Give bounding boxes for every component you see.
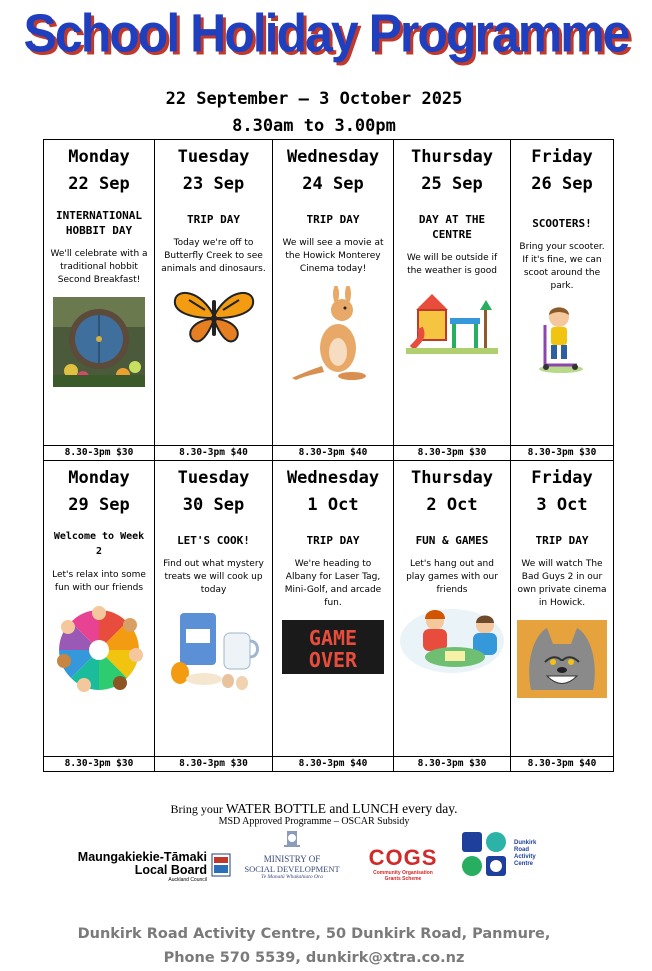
cogs-line-2: Community Organisation [373, 870, 433, 876]
day-date: 29 Sep [68, 495, 130, 515]
activity-description: We will see a movie at the Howick Monterey Cinema today! [282, 238, 384, 274]
drac-line-2: Road [514, 847, 529, 853]
day-date: 25 Sep [421, 174, 483, 194]
msd-line-3: Te Manatū Whakahiato Ora [261, 874, 323, 880]
price: 8.30-3pm $40 [273, 757, 394, 772]
drac-line-3: Activity [514, 854, 536, 860]
day-date: 22 Sep [68, 174, 130, 194]
bad-guys-wolf-image [517, 620, 607, 698]
day-name: Tuesday [177, 147, 250, 167]
date-range: 22 September – 3 October 2025 [165, 89, 463, 109]
day-cell [44, 140, 155, 446]
price: 8.30-3pm $30 [44, 446, 155, 461]
game-over-image [282, 620, 384, 674]
local-board-name: Maungakiekie-Tāmaki [77, 850, 207, 864]
cogs-name: COGS [368, 845, 438, 870]
drac-line-4: Centre [514, 861, 534, 867]
local-board-council: Auckland Council [168, 877, 207, 883]
programme-table [43, 139, 614, 772]
day-name: Friday [531, 468, 593, 488]
activity-description: We will be outside if the weather is good [406, 253, 498, 276]
activity-description: We're heading to Albany for Laser Tag, Mini-Golf, and arcade fun. [284, 559, 382, 608]
local-board-crest-icon [211, 853, 231, 877]
activity-heading: Welcome to Week 2 [53, 531, 145, 557]
activity-heading: FUN & GAMES [415, 534, 489, 547]
board-game-image [399, 607, 505, 675]
day-cell [44, 461, 155, 757]
drac-mark-icon [460, 830, 510, 880]
activity-description: Bring your scooter. If it's fine, we can scoot around the park. [519, 242, 605, 291]
activity-heading: LET'S COOK! [177, 534, 250, 547]
day-date: 1 Oct [307, 495, 359, 515]
svg-text:GAME: GAME [308, 626, 358, 650]
activity-heading: TRIP DAY [306, 213, 360, 226]
day-date: 24 Sep [302, 174, 364, 194]
contact-address [0, 922, 628, 970]
local-board-logo [75, 851, 233, 887]
price: 8.30-3pm $40 [511, 757, 614, 772]
hobbit-door-image [53, 297, 145, 387]
msd-line-1: MINISTRY OF [263, 854, 321, 864]
price: 8.30-3pm $30 [155, 757, 273, 772]
price: 8.30-3pm $30 [44, 757, 155, 772]
scooter-kid-image [537, 303, 587, 373]
msd-line-2: SOCIAL DEVELOPMENT [244, 864, 340, 874]
drac-line-1: Dunkirk [514, 840, 537, 846]
day-name: Wednesday [286, 147, 380, 167]
day-cell [273, 140, 394, 446]
activity-heading: SCOOTERS! [532, 217, 592, 230]
day-name: Wednesday [286, 468, 380, 488]
price: 8.30-3pm $30 [394, 757, 511, 772]
activity-description: Find out what mystery treats we will cook up today [163, 559, 264, 595]
price: 8.30-3pm $40 [155, 446, 273, 461]
week-2-price-row [44, 757, 614, 772]
day-cell [394, 461, 511, 757]
activity-description: Let's relax into some fun with our friends [52, 570, 146, 593]
price: 8.30-3pm $30 [511, 446, 614, 461]
day-date: 3 Oct [536, 495, 588, 515]
day-name: Tuesday [177, 468, 250, 488]
day-cell [394, 140, 511, 446]
playground-image [406, 288, 498, 354]
day-date: 23 Sep [182, 174, 245, 194]
butterfly-image [171, 286, 257, 346]
nz-coat-of-arms-icon [282, 829, 302, 849]
activity-heading: INTERNATIONAL HOBBIT DAY [55, 209, 143, 237]
bring-notice [0, 801, 628, 817]
week-2-row [44, 461, 614, 757]
bring-notice-items: WATER BOTTLE and LUNCH every day. [225, 801, 458, 816]
activity-heading: TRIP DAY [187, 213, 240, 226]
date-block [0, 86, 628, 140]
address-line-2: Phone 570 5539, dunkirk@xtra.co.nz [163, 950, 465, 966]
week-1-price-row [44, 446, 614, 461]
cogs-line-3: Grants Scheme [384, 876, 422, 882]
activity-description: Let's hang out and play games with our friends [406, 559, 498, 595]
msd-notice: MSD Approved Programme – OSCAR Subsidy [218, 816, 410, 827]
day-name: Friday [531, 147, 593, 167]
day-cell [273, 461, 394, 757]
session-times: 8.30am to 3.00pm [232, 116, 396, 136]
day-date: 26 Sep [531, 174, 593, 194]
activity-description: Today we're off to Butterfly Creek to see animals and dinosaurs. [161, 238, 266, 274]
address-line-1: Dunkirk Road Activity Centre, 50 Dunkirk Road, Panmure, [77, 926, 551, 942]
day-name: Monday [68, 468, 130, 488]
day-date: 2 Oct [426, 495, 478, 515]
cogs-logo [362, 846, 444, 886]
svg-text:OVER: OVER [308, 648, 358, 672]
local-board-type: Local Board [134, 863, 207, 877]
msd-logo [240, 829, 344, 887]
activity-description: We'll celebrate with a traditional hobbit Second Breakfast! [50, 249, 148, 285]
activity-description: We will watch The Bad Guys 2 in our own private cinema in Howick. [517, 559, 607, 608]
bring-notice-prefix: Bring your [170, 802, 226, 816]
day-cell [155, 140, 273, 446]
day-name: Thursday [411, 147, 493, 167]
day-name: Thursday [411, 468, 493, 488]
price: 8.30-3pm $30 [394, 446, 511, 461]
kangaroo-image [290, 286, 376, 382]
week-1-row [44, 140, 614, 446]
activity-heading: TRIP DAY [306, 534, 360, 547]
drac-logo [460, 830, 550, 882]
activity-heading: TRIP DAY [535, 534, 589, 547]
activity-heading: DAY AT THE CENTRE [418, 213, 486, 241]
day-name: Monday [68, 147, 130, 167]
baking-ingredients-image [166, 607, 262, 691]
page-title: School Holiday Programme [23, 2, 629, 64]
day-cell [511, 461, 614, 757]
day-cell [511, 140, 614, 446]
friends-circle-image [54, 605, 144, 695]
day-date: 30 Sep [182, 495, 245, 515]
day-cell [155, 461, 273, 757]
price: 8.30-3pm $40 [273, 446, 394, 461]
